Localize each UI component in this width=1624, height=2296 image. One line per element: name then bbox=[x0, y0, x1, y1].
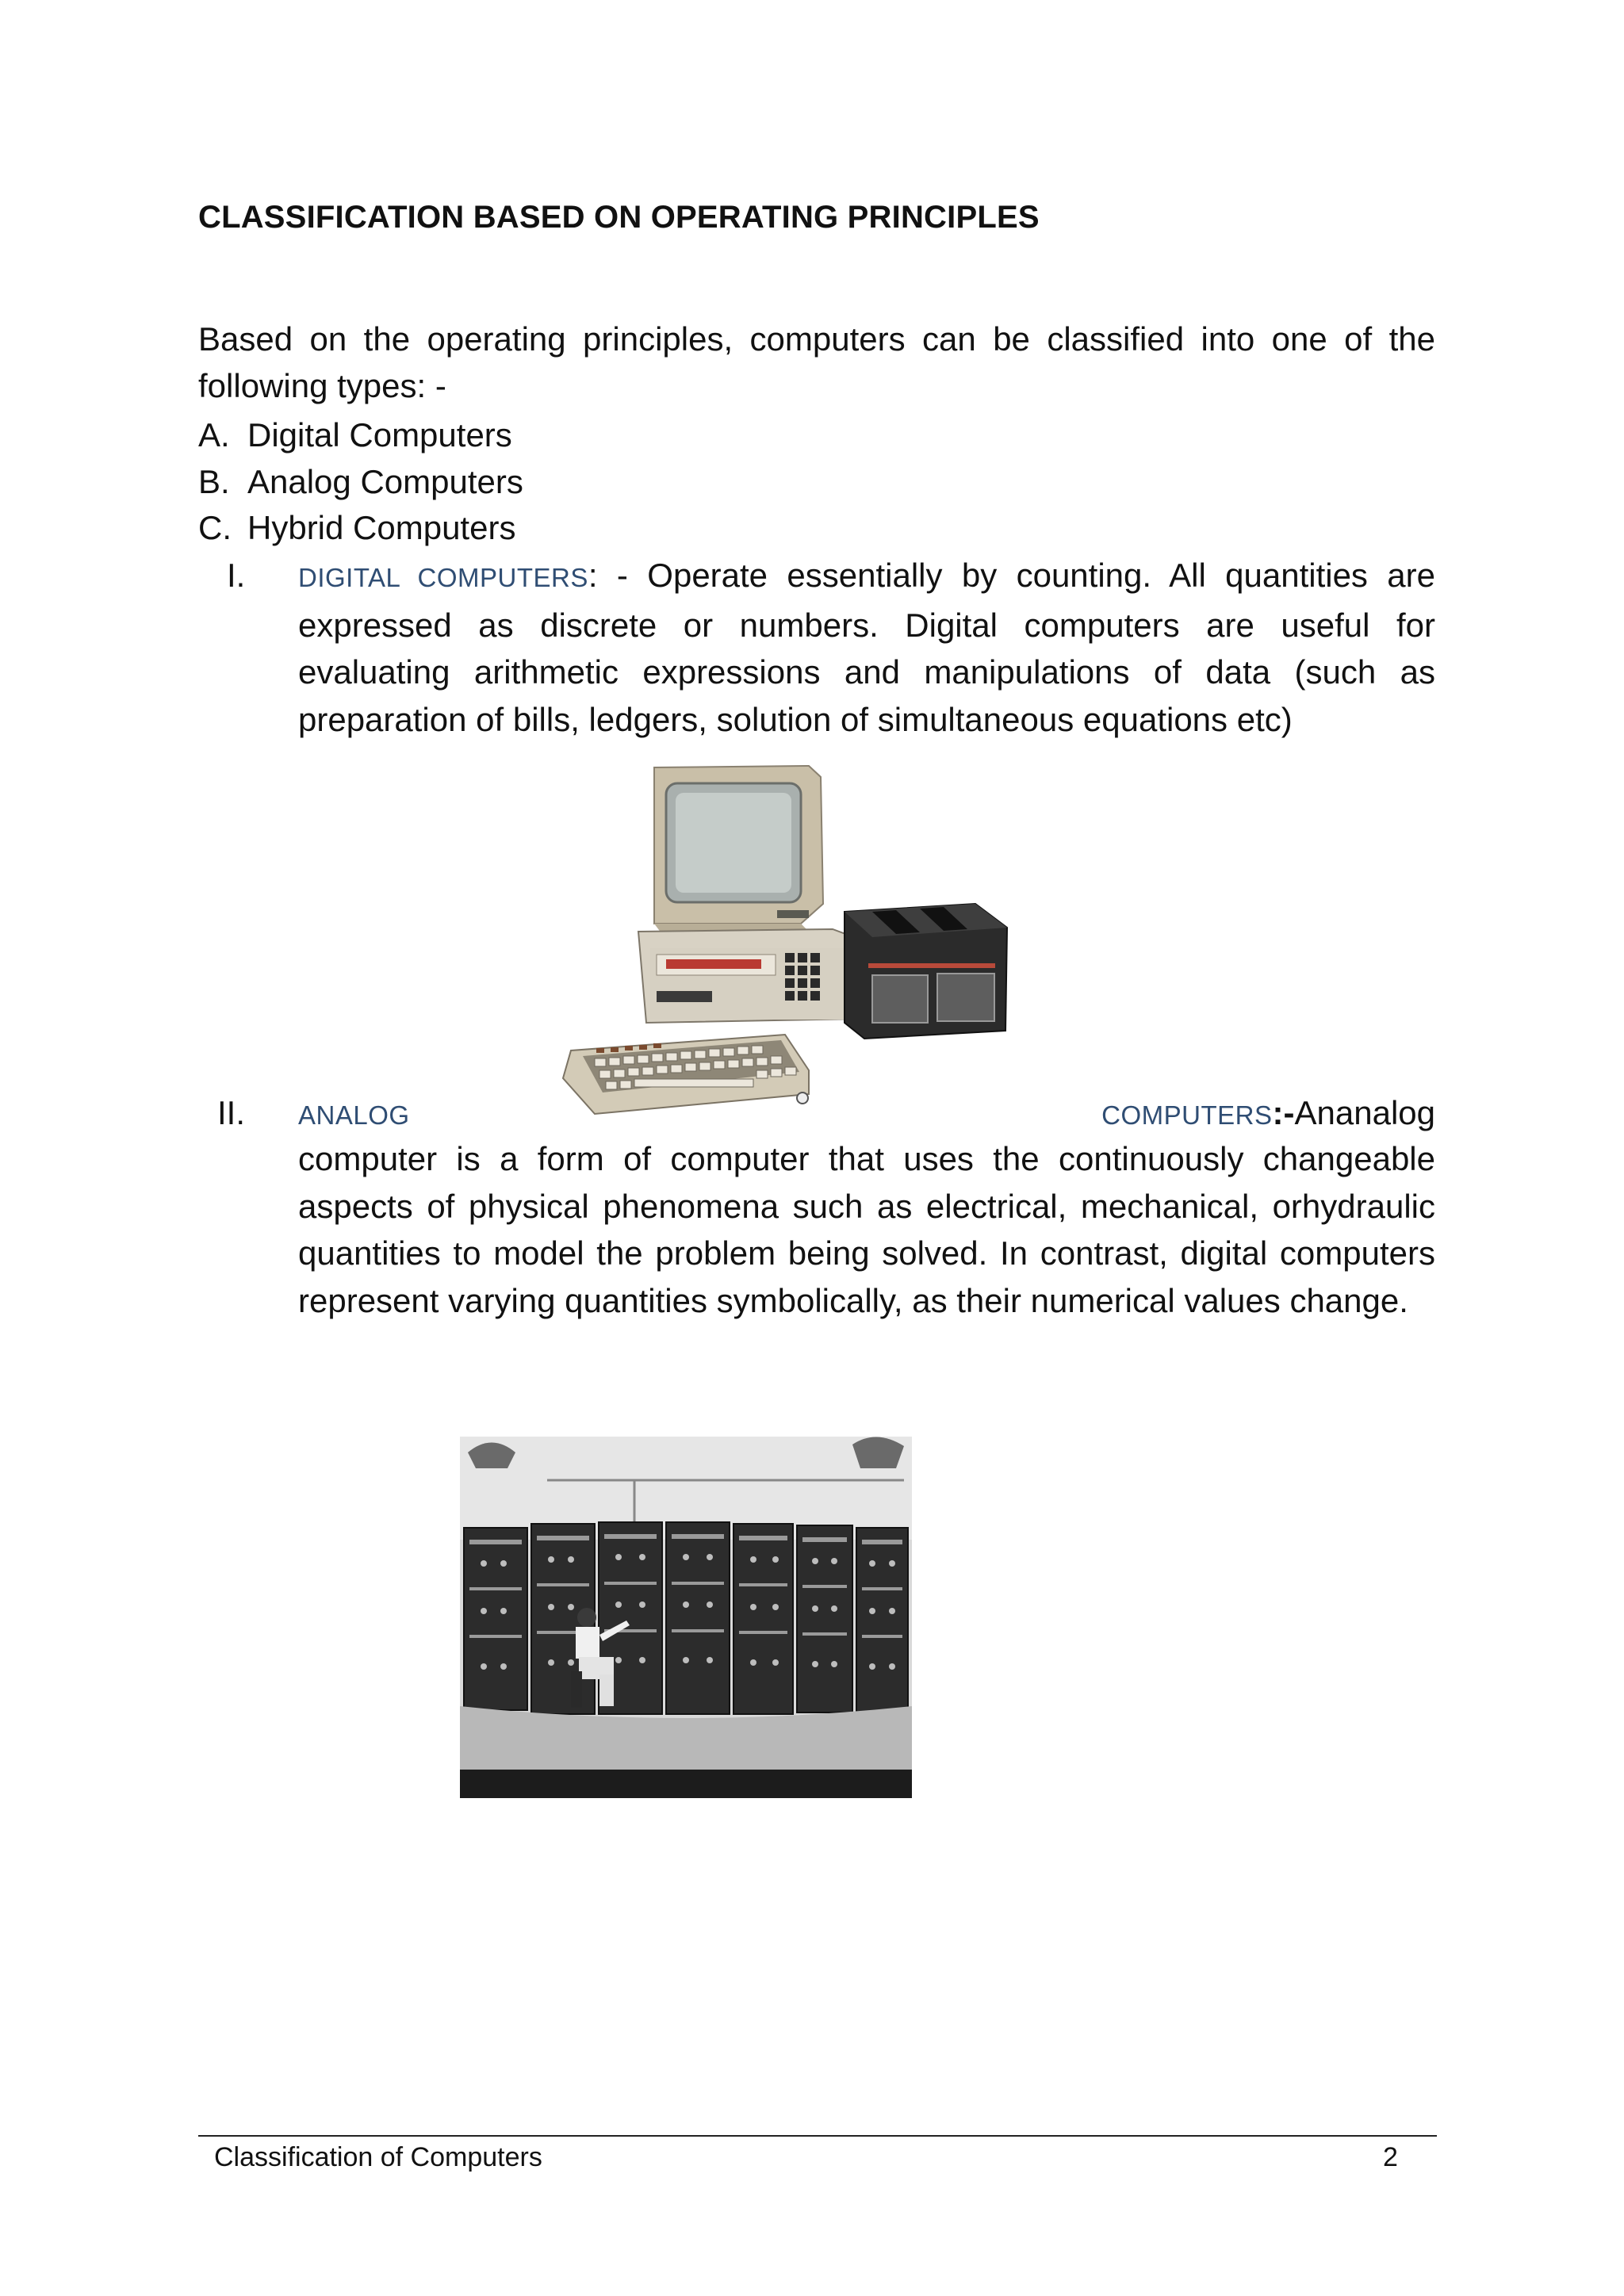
section-title: DIGITAL COMPUTERS bbox=[298, 563, 588, 592]
analog-computers-section: computer is a form of computer that uses the continuously changeable aspects of physical phenomena such as electrical, mechanical, orhydraulic quantities to model the problem being solved. In contrast, digital computers represent varying quantities symbolically, as their numerical values change. bbox=[298, 1140, 1435, 1319]
list-label: Analog Computers bbox=[247, 462, 523, 500]
list-marker: B. bbox=[198, 462, 230, 500]
page-heading: CLASSIFICATION BASED ON OPERATING PRINCIPLES bbox=[198, 200, 1040, 235]
intro-paragraph: Based on the operating principles, computers can be classified into one of the following types: - bbox=[198, 320, 1435, 404]
page-number: 2 bbox=[1383, 2142, 1398, 2172]
section-title-part: COMPUTERS bbox=[1101, 1100, 1273, 1130]
section-separator: :- bbox=[1272, 1094, 1295, 1131]
section-lead-word: Ananalog bbox=[1294, 1094, 1435, 1131]
analog-computers-heading-line bbox=[298, 1089, 1435, 1138]
section-body: Operate essentially by counting. All quantities are expressed as discrete or numbers. Digital computers are useful for evaluating arithmetic expressions and manipulations of data (such as preparation of bills, ledgers, solution of simultaneous equations etc) bbox=[298, 557, 1435, 738]
section-title-part: ANALOG bbox=[298, 1100, 410, 1130]
digital-computer-image bbox=[547, 761, 1023, 1134]
footer-divider bbox=[198, 2135, 1437, 2137]
list-item bbox=[198, 505, 523, 552]
list-label: Hybrid Computers bbox=[247, 509, 516, 546]
footer-title: Classification of Computers bbox=[214, 2142, 542, 2172]
section-separator: : - bbox=[588, 557, 628, 594]
section-title-rest bbox=[1101, 1089, 1435, 1138]
list-item bbox=[198, 459, 523, 506]
digital-computers-section bbox=[298, 552, 1435, 743]
types-list bbox=[198, 412, 523, 552]
section-numeral: II. bbox=[217, 1094, 246, 1131]
list-item bbox=[198, 412, 523, 459]
list-marker: C. bbox=[198, 509, 232, 546]
list-marker: A. bbox=[198, 416, 230, 453]
list-label: Digital Computers bbox=[247, 416, 512, 453]
analog-computer-image bbox=[460, 1437, 912, 1798]
section-numeral: I. bbox=[227, 557, 246, 594]
